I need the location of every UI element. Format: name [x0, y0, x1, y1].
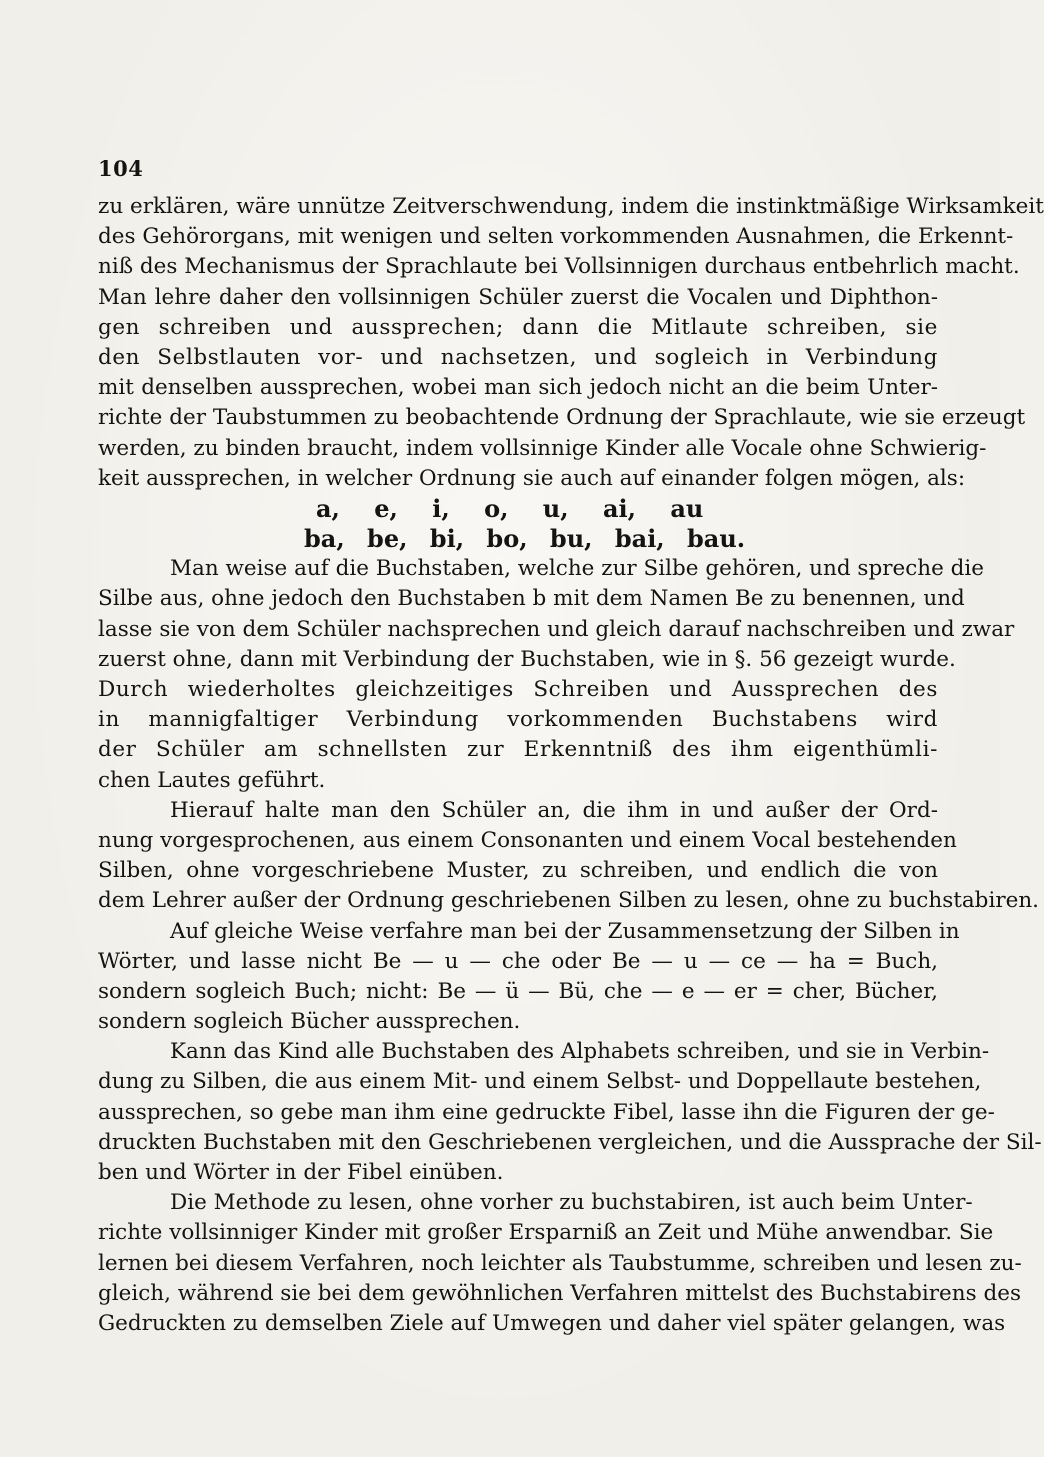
- text-line: ben und Wörter in der Fibel einüben.: [98, 1160, 504, 1185]
- paragraph-start: Hierauf halte man den Schüler an, die ihm in und außer der Ord-: [170, 797, 938, 823]
- text-line: des Gehörorgans, mit wenigen und selten vorkommenden Ausnahmen, die Erkennt-: [98, 224, 1014, 250]
- text-line: druckten Buchstaben mit den Geschriebenen vergleichen, und die Aussprache der Sil-: [98, 1129, 1042, 1155]
- text-line: richte vollsinniger Kinder mit großer Ersparniß an Zeit und Mühe anwendbar. Sie: [98, 1220, 994, 1246]
- text-line: Durch wiederholtes gleichzeitiges Schreiben und Aussprechen des: [98, 677, 938, 702]
- text-line: in mannigfaltiger Verbindung vorkommenden Buchstabens wird: [98, 707, 938, 733]
- text-line: niß des Mechanismus der Sprachlaute bei Vollsinnigen durchaus entbehrlich macht.: [98, 254, 1020, 280]
- text-line: gen schreiben und aussprechen; dann die Mitlaute schreiben, sie: [98, 314, 938, 340]
- vowel-example-row: a, e, i, o, u, ai, au: [316, 493, 704, 523]
- paragraph-start: Die Methode zu lesen, ohne vorher zu buchstabiren, ist auch beim Unter-: [170, 1190, 973, 1216]
- text-line: werden, zu binden braucht, indem vollsinnige Kinder alle Vocale ohne Schwierig-: [98, 435, 987, 461]
- text-line: gleich, während sie bei dem gewöhnlichen Verfahren mittelst des Buchstabirens des: [98, 1280, 1022, 1306]
- text-line: Man lehre daher den vollsinnigen Schüler zuerst die Vocalen und Diphthon-: [98, 284, 938, 310]
- paragraph-start: Man weise auf die Buchstaben, welche zur Silbe gehören, und spreche die: [170, 556, 985, 582]
- text-line: lasse sie von dem Schüler nachsprechen und gleich darauf nachschreiben und zwar: [98, 616, 1015, 642]
- text-line: keit aussprechen, in welcher Ordnung sie auch auf einander folgen mögen, als:: [98, 465, 966, 491]
- text-line: mit denselben aussprechen, wobei man sich jedoch nicht an die beim Unter-: [98, 375, 938, 401]
- paragraph-start: Kann das Kind alle Buchstaben des Alphabets schreiben, und sie in Verbin-: [170, 1039, 990, 1065]
- page-number: 104: [98, 156, 144, 181]
- text-line: Gedruckten zu demselben Ziele auf Umwegen und daher viel später gelangen, was: [98, 1310, 1006, 1336]
- text-line: sondern sogleich Buch; nicht: Be — ü — Bü, che — e — er = cher, Bücher,: [98, 978, 938, 1004]
- text-line: Wörter, und lasse nicht Be — u — che oder Be — u — ce — ha = Buch,: [98, 948, 938, 974]
- text-line: dem Lehrer außer der Ordnung geschriebenen Silben zu lesen, ohne zu buchstabiren.: [98, 888, 1040, 914]
- syllable-example-row: ba, be, bi, bo, bu, bai, bau.: [304, 524, 746, 554]
- text-line: den Selbstlauten vor- und nachsetzen, und sogleich in Verbindung: [98, 344, 938, 370]
- body-text: [98, 192, 1044, 1339]
- text-line: der Schüler am schnellsten zur Erkenntniß des ihm eigenthümli-: [98, 737, 938, 763]
- text-line: chen Lautes geführt.: [98, 767, 326, 793]
- text-line: dung zu Silben, die aus einem Mit- und einem Selbst- und Doppellaute bestehen,: [98, 1069, 982, 1095]
- text-line: Silbe aus, ohne jedoch den Buchstaben b mit dem Namen Be zu benennen, und: [98, 586, 965, 612]
- text-line: zu erklären, wäre unnütze Zeitverschwendung, indem die instinktmäßige Wirksamkeit: [98, 194, 1044, 219]
- text-line: richte der Taubstummen zu beobachtende Ordnung der Sprachlaute, wie sie erzeugt: [98, 405, 1026, 431]
- text-line: lernen bei diesem Verfahren, noch leichter als Taubstumme, schreiben und lesen zu-: [98, 1250, 1022, 1276]
- text-line: nung vorgesprochenen, aus einem Consonanten und einem Vocal bestehenden: [98, 827, 957, 853]
- text-line: zuerst ohne, dann mit Verbindung der Buchstaben, wie in §. 56 gezeigt wurde.: [98, 646, 956, 672]
- text-line: aussprechen, so gebe man ihm eine gedruckte Fibel, lasse ihn die Figuren der ge-: [98, 1099, 995, 1125]
- text-line: sondern sogleich Bücher aussprechen.: [98, 1009, 521, 1035]
- paragraph-start: Auf gleiche Weise verfahre man bei der Zusammensetzung der Silben in: [170, 918, 960, 944]
- text-line: Silben, ohne vorgeschriebene Muster, zu schreiben, und endlich die von: [98, 858, 938, 884]
